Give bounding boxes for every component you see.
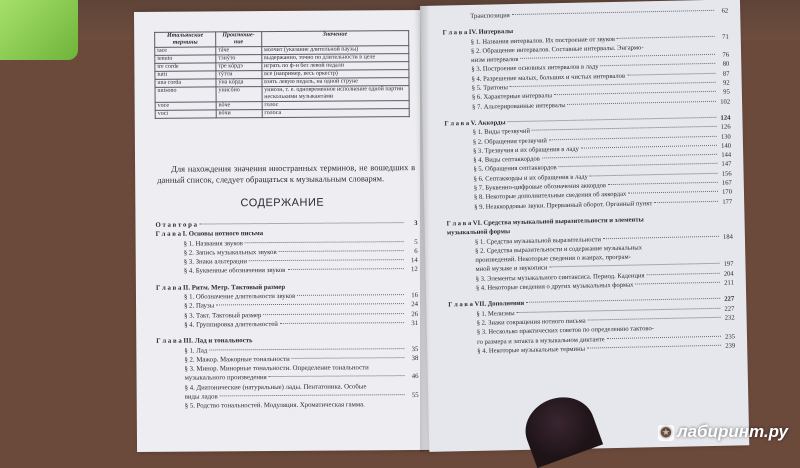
table-cell: тýтти — [216, 71, 262, 79]
toc-entry — [156, 267, 418, 278]
watermark — [658, 422, 788, 442]
toc-page-number: 46 — [411, 373, 419, 381]
toc-label: § 2. Обращение интервалов. Составные интервалы. Энгармо- — [470, 44, 644, 55]
toc-page-number: 14 — [410, 257, 418, 265]
table-cell: взять левую педаль, на одной струне — [262, 78, 409, 87]
toc-label: § 3. Знаки альтерации — [183, 258, 247, 266]
col-pronunciation: Произноше-ние — [216, 32, 262, 47]
toc-label: § 4. Буквенные обозначения звуков — [183, 267, 286, 276]
toc-leader — [559, 163, 718, 167]
table-cell: tre corde — [155, 63, 216, 71]
toc-page-number: 204 — [723, 270, 734, 278]
table-cell: tenuto — [155, 55, 216, 63]
toc-label: мной музыке и звукописи — [475, 264, 548, 274]
table-cell: вóче — [216, 102, 262, 110]
table-cell: unisono — [155, 87, 216, 102]
toc-page-number: 5 — [414, 238, 418, 246]
toc-leader — [292, 357, 405, 359]
toc-page-number: 24 — [411, 301, 419, 309]
toc-page-number: 232 — [724, 314, 735, 322]
toc-label: § 3. Несколько практических советов по определению тактово- — [476, 325, 654, 337]
toc-entry — [156, 320, 418, 331]
table-cell: тре кóрдэ — [216, 63, 262, 71]
toc-leader — [603, 235, 719, 238]
table-row — [155, 86, 409, 103]
toc-leader — [568, 100, 717, 104]
toc-page-number: 95 — [723, 88, 730, 97]
toc-label: § 7. Альтерированные интервалы — [472, 101, 566, 111]
toc-label: § 5. Родство тональностей. Модуляция. Хроматическая гамма. — [184, 401, 365, 410]
toc-page-number: 80 — [722, 61, 730, 69]
toc-page-number: 170 — [722, 188, 733, 197]
table-cell: голос — [262, 101, 409, 110]
table-cell: una corda — [155, 79, 216, 87]
toc-label: § 4. Некоторые сведения о других музыкальных формах — [475, 281, 634, 292]
toc-page-number: 140 — [721, 142, 732, 150]
toc-page-number: 147 — [721, 160, 732, 169]
toc-page-number: 184 — [722, 233, 733, 241]
toc-label: § 8. Некоторые дополнительные сведения об аккордах — [473, 191, 627, 202]
terms-table — [154, 30, 410, 119]
toc-page-number: 76 — [722, 51, 730, 59]
terms-table-body — [155, 46, 409, 119]
toc-page-number: 35 — [411, 345, 419, 353]
toc-label: Г л а в а I. Основы нотного письма — [155, 230, 264, 239]
toc-label: Транспозиция — [470, 12, 510, 20]
toc-leader — [287, 269, 403, 271]
toc-leader — [532, 126, 717, 131]
toc-page-number: 235 — [725, 332, 736, 341]
toc-label: § 1. Названия звуков — [183, 239, 244, 248]
right-page — [420, 0, 749, 452]
toc-leader — [608, 182, 718, 185]
table-cell: выдержанно, точно по длительности в целе — [261, 54, 408, 63]
toc-page-number: 12 — [410, 266, 418, 274]
toc-page-number: 92 — [723, 79, 730, 87]
toc-leader — [617, 35, 715, 38]
left-toc — [155, 220, 418, 412]
toc-page-number: 126 — [720, 123, 731, 131]
table-cell: тáче — [216, 47, 262, 55]
table-cell: ýна кóрда — [216, 79, 262, 87]
toc-label: О т а в т о р а — [155, 221, 198, 229]
toc-page-number: 177 — [722, 198, 733, 206]
toc-page-number: 6 — [414, 247, 418, 255]
toc-leader — [587, 345, 721, 349]
toc-leader — [512, 10, 714, 15]
toc-label: § 3. Такт. Тактовый размер — [184, 311, 262, 320]
toc-label: § 7. Буквенно-цифровые обозначения аккордов — [473, 182, 607, 192]
toc-leader — [220, 394, 405, 396]
toc-page-number: 71 — [722, 33, 729, 41]
toc-label: низм интервалов — [471, 56, 519, 65]
toc-label: музыкальной формы — [446, 228, 511, 237]
toc-label: § 3. Трезвучия и их обращения в ладу — [472, 145, 579, 155]
toc-leader — [245, 241, 404, 243]
toc-page-number: 211 — [724, 279, 734, 287]
toc-leader — [279, 250, 404, 252]
toc-page-number: 167 — [721, 179, 732, 187]
toc-leader — [520, 54, 715, 59]
toc-label: § 4. Некоторые музыкальные термины — [477, 345, 586, 355]
toc-leader — [199, 222, 403, 224]
toc-label: § 3. Построение основных интервалов в ладу — [471, 63, 599, 74]
table-cell: играть по ф-н без левой педали — [262, 62, 409, 71]
table-cell: все (например, весь оркестр) — [262, 70, 409, 79]
toc-label: Г л а в а VI. Средства музыкальной выразительности и элементы — [446, 216, 644, 228]
toc-label: § 4. Разрешение малых, больших и чистых интервалов — [471, 72, 626, 83]
toc-leader — [216, 303, 404, 305]
table-cell: молчит (указание длительной паузы) — [261, 46, 408, 55]
toc-label: § 1. Средства музыкальной выразительности — [474, 235, 602, 246]
toc-label: Г л а в а IV. Интервалы — [442, 28, 514, 37]
table-cell: вóчи — [216, 110, 262, 118]
toc-leader — [249, 259, 404, 261]
toc-page-number: 197 — [723, 260, 734, 269]
toc-page-number: 16 — [411, 292, 419, 300]
toc-leader — [654, 200, 718, 202]
toc-label: § 1. Лад — [184, 347, 208, 355]
toc-label: § 1. Виды трезвучий — [472, 127, 531, 137]
table-cell: голоса — [262, 109, 409, 118]
col-meaning: Значение — [261, 31, 408, 47]
toc-leader — [646, 273, 719, 276]
toc-label: Г л а в а VII. Дополнения — [448, 300, 525, 309]
toc-leader — [590, 173, 718, 177]
table-header-row — [155, 31, 409, 48]
toc-label: Г л а в а III. Лад и тональность — [156, 337, 253, 346]
toc-leader — [554, 91, 716, 95]
toc-label: § 4. Группировка длительностей — [184, 320, 278, 329]
toc-label: § 9. Неаккордовые звуки. Прерванный оборот. Органный пункт — [474, 199, 653, 211]
table-cell: voci — [155, 110, 216, 118]
toc-leader — [549, 135, 717, 140]
table-cell: voce — [155, 102, 216, 110]
toc-label: виды ладов — [184, 393, 218, 401]
toc-entry — [157, 401, 419, 412]
toc-page-number: 55 — [411, 392, 419, 400]
table-row — [155, 109, 409, 119]
toc-label: § 6. Характерные интервалы — [471, 92, 553, 102]
book-gutter — [420, 6, 430, 452]
toc-leader — [601, 63, 716, 66]
toc-page-number: 62 — [721, 7, 729, 15]
table-cell: унисóно — [216, 87, 262, 102]
toc-leader — [297, 294, 404, 296]
toc-leader — [627, 73, 715, 76]
toc-page-number: 156 — [721, 170, 732, 178]
toc-label: Г л а в а II. Ритм. Метр. Тактовый размер — [155, 283, 286, 292]
toc-leader — [628, 191, 718, 194]
toc-label: § 4. Диатонические (натуральные) лады. Пентатоника. Особые — [184, 383, 367, 392]
table-cell: тэнýто — [216, 55, 262, 63]
toc-page-number: 3 — [414, 220, 418, 228]
toc-label: § 2. Средства выразительности и содержание музыкальных — [475, 244, 643, 255]
toc-label: § 5. Обращения септаккордов — [473, 164, 557, 174]
toc-leader — [209, 348, 404, 350]
toc-label: § 1. Обозначение длительности звуков — [183, 292, 296, 301]
labirint-logo-icon: ✪ — [658, 425, 674, 441]
toc-leader — [549, 263, 719, 268]
left-page — [134, 10, 431, 452]
toc-label: го размера и затакта в музыкальном диктанте — [476, 335, 605, 346]
toc-page-number: 227 — [724, 295, 735, 304]
table-cell: tutti — [155, 71, 216, 79]
toc-label: произведений. Некоторые сведения о жанрах, програм- — [475, 253, 631, 265]
toc-label: § 1. Названия интервалов. Их построение от звуков — [470, 35, 616, 46]
toc-leader — [517, 307, 721, 312]
watermark-text: лабиринт.ру — [677, 422, 788, 441]
green-object — [0, 0, 78, 60]
toc-label: § 6. Септаккорды и их обращения в ладу — [473, 173, 588, 183]
toc-label: § 3. Минор. Минорные тональности. Определение тональности — [184, 364, 369, 373]
toc-label: Г л а в а V. Аккорды — [444, 119, 506, 128]
toc-page-number: 130 — [720, 133, 731, 141]
table-cell: унисон, т. е. одновременное исполнение одной партии несколькими музыкантами — [262, 86, 409, 102]
toc-label: § 2. Паузы — [184, 302, 215, 311]
toc-page-number: 227 — [724, 305, 735, 313]
toc-label: § 3. Элементы музыкального синтаксиса. Период. Каденция — [475, 272, 645, 283]
toc-page-number: 124 — [720, 114, 731, 122]
toc-page-number: 144 — [721, 151, 732, 159]
toc-leader — [607, 335, 721, 338]
toc-page-number: 239 — [725, 342, 736, 350]
toc-page-number: 31 — [411, 319, 419, 328]
toc-page-number: 102 — [720, 98, 731, 106]
toc-leader — [542, 154, 717, 159]
toc-label: § 2. Обращения трезвучий — [472, 136, 547, 146]
toc-leader — [635, 282, 720, 285]
toc-label: § 4. Виды септаккордов — [473, 155, 540, 165]
toc-page-number: 38 — [411, 354, 419, 362]
toc-leader — [510, 82, 716, 87]
toc-leader — [263, 313, 404, 315]
col-italian: Итальянские термины — [155, 32, 216, 47]
toc-leader — [581, 145, 717, 149]
toc-leader — [269, 376, 405, 378]
toc-leader — [526, 298, 720, 303]
toc-page-number: 26 — [411, 310, 419, 318]
toc-leader — [280, 322, 404, 324]
toc-label: музыкального произведения — [184, 374, 267, 383]
toc-label: § 5. Тритоны — [471, 84, 509, 93]
toc-label: § 2. Запись музыкальных звуков — [183, 248, 277, 257]
dictionary-note: Для нахождения значения иностранных терминов, не вошедших в данный список, следует обращаться к музыкальным словарям. — [157, 162, 416, 185]
toc-label: § 2. Мажор. Мажорные тональности — [184, 355, 290, 364]
toc-label: § 2. Знаки сокращения нотного письма — [476, 317, 586, 327]
toc-leader — [588, 317, 721, 321]
right-toc — [442, 8, 735, 358]
toc-title: СОДЕРЖАНИЕ — [240, 196, 325, 210]
table-cell: tace — [155, 47, 216, 55]
toc-label: § 1. Мелизмы — [476, 309, 515, 318]
toc-leader — [508, 117, 717, 122]
toc-page-number: 87 — [722, 70, 730, 78]
